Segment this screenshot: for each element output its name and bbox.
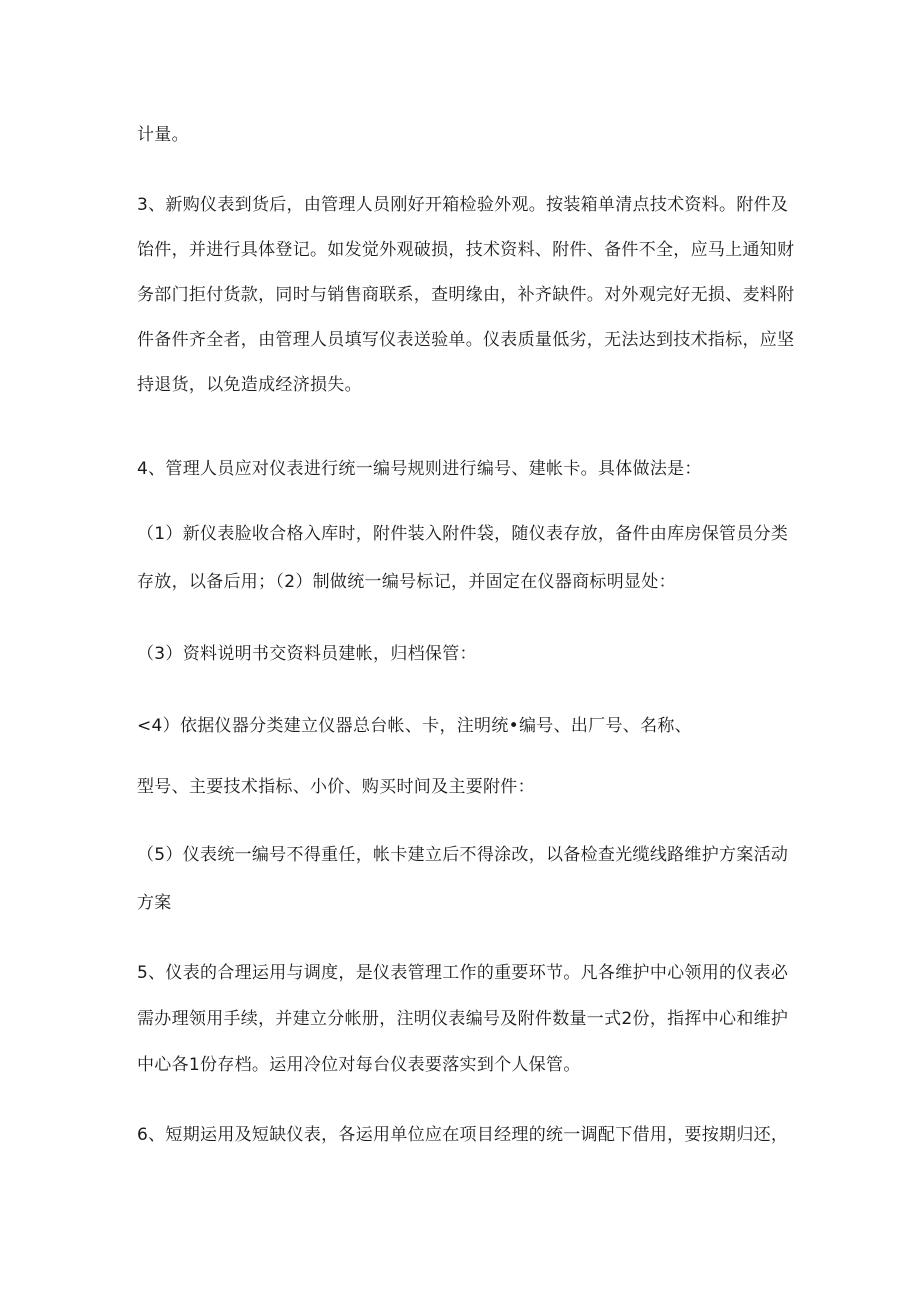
text-line: 4、管理人员应对仪表进行统一编号规则进行编号、建帐卡。具体做法是： bbox=[137, 459, 702, 479]
text-line: 方案 bbox=[137, 893, 172, 913]
text-line: 务部门拒付货款，同时与销售商联系，查明缘由，补齐缺件。对外观完好无损、麦料附 bbox=[137, 285, 795, 305]
text-line: 5、仪表的合理运用与调度，是仪表管理工作的重要环节。凡各维护中心领用的仪表必 bbox=[137, 963, 789, 983]
text-line: 中心各1份存档。运用冷位对每台仪表要落实到个人保管。 bbox=[137, 1055, 581, 1075]
text-line: <4）依据仪器分类建立仪器总台帐、卡，注明统•编号、出厂号、名称、 bbox=[137, 716, 692, 736]
text-line: 型号、主要技术指标、小价、购买时间及主要附件： bbox=[137, 777, 535, 797]
text-line: 存放，以备后用；（2）制做统一编号标记，并固定在仪器商标明显处： bbox=[137, 572, 676, 592]
text-line: 饴件，并进行具体登记。如发觉外观破损，技术资料、附件、备件不全，应马上通知财 bbox=[137, 240, 795, 260]
text-line: 件备件齐全者，由管理人员填写仪表送验单。仪表质量低劣，无法达到技术指标，应坚 bbox=[137, 330, 795, 350]
text-line: （5）仪表统一编号不得重任，帐卡建立后不得涂改，以备检查光缆线路维护方案活动 bbox=[137, 845, 789, 865]
text-line: 需办理领用手续，并建立分帐册，注明仪表编号及附件数量一式2份，指挥中心和维护 bbox=[137, 1009, 789, 1029]
text-line: 计量。 bbox=[137, 125, 189, 145]
text-line: 持退货，以免造成经济损失。 bbox=[137, 375, 362, 395]
text-line: 6、短期运用及短缺仪表，各运用单位应在项目经理的统一调配下借用，要按期归还， bbox=[137, 1125, 789, 1145]
text-line: （1）新仪表脸收合格入库时，附件装入附件袋，随仪表存放，备件由库房保管员分类 bbox=[137, 524, 789, 544]
text-line: （3）资料说明书交资料员建帐，归档保管： bbox=[137, 644, 477, 664]
text-line: 3、新购仪表到货后，由管理人员刚好开箱检验外观。按装箱单清点技术资料。附件及 bbox=[137, 195, 789, 215]
